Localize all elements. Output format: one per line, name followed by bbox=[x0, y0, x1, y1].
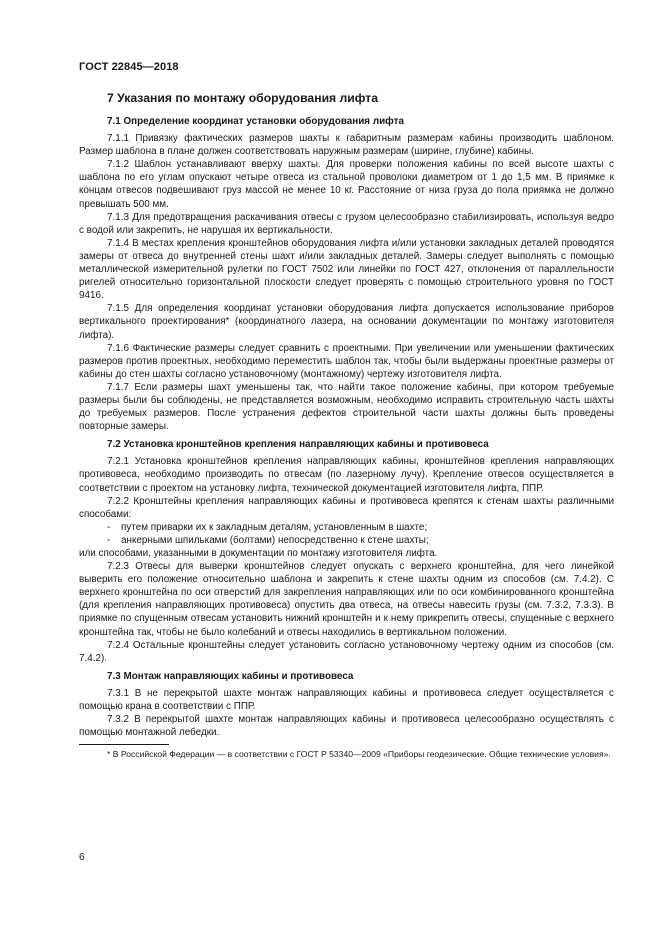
paragraph-7-1-1: 7.1.1 Привязку фактических размеров шахты к габаритным размерам кабины производить шаблоном. Размер шаблона в плане должен соответствовать наружным размерам (ширине, глубине) кабины. bbox=[79, 133, 614, 158]
document-header: ГОСТ 22845—2018 bbox=[79, 61, 179, 73]
paragraph-7-1-7: 7.1.7 Если размеры шахт уменьшены так, что найти такое положение кабины, при котором требуемые размеры были бы соблюдены, не представляется возможным, необходимо исправить строительную часть шахты до требуемых размеров. После устранения дефектов строительной части шахты должны быть проведены повторные замеры. bbox=[79, 381, 614, 433]
list-item: - путем приварки их к закладным деталям, установленным в шахте; bbox=[107, 521, 428, 533]
subsection-title-7-2: 7.2 Установка кронштейнов крепления направляющих кабины и противовеса bbox=[107, 439, 489, 451]
paragraph-7-2-4: 7.2.4 Остальные кронштейны следует установить согласно установочному чертежу одним из способов (см. 7.4.2). bbox=[79, 639, 614, 664]
paragraph-7-2-1: 7.2.1 Установка кронштейнов крепления направляющих кабины, кронштейнов крепления направляющих противовеса, необходимо производить по отвесам (по лазерному лучу). Крепление отвесов осуществляется в соответствии с проектом на установку лифта, технической документацией изготовителя лифта, ППР. bbox=[79, 456, 614, 494]
page-number: 6 bbox=[79, 852, 85, 863]
subsection-title-7-1: 7.1 Определение координат установки оборудования лифта bbox=[107, 116, 405, 127]
paragraph-7-2-2: 7.2.2 Кронштейны крепления направляющих кабины и противовеса крепятся к стенам шахты различными способами: bbox=[79, 495, 614, 520]
paragraph-7-3-1: 7.3.1 В не перекрытой шахте монтаж направляющих кабины и противовеса следует осуществляется с помощью крана в соответствии с ППР. bbox=[79, 687, 614, 713]
paragraph-7-1-2: 7.1.2 Шаблон устанавливают вверху шахты. Для проверки положения кабины по всей высоте шахты с шаблона по его углам опускают четыре отвеса из стальной проволоки диаметром от 1 до 1,5 мм. В приямке к концам отвесов подвешивают груз массой не менее 10 кг. Расстояние от низа груза до пола приямка не должно превышать 500 мм. bbox=[79, 159, 614, 210]
paragraph-7-2-3: 7.2.3 Отвесы для выверки кронштейнов следует опускать с верхнего кронштейна, для чего линейкой выверить его положение относительно шаблона и закрепить к стене шахты одним из способов (см. 7.4.2). С верхнего кронштейна по оси отверстий для закрепления направляющих или по оси комбинированного кронштейна (для крепления направляющих противовеса) опустить два отвеса, на отвесы навесить грузы (см. 7.3.2, 7.3.3). В приямке по спущенным отвесам установить нижний кронштейн и к нему прикрепить отвесы, спущенные с верхнего кронштейна так, чтобы не было колебаний и отвесы находились в вертикальном положении. bbox=[79, 561, 614, 638]
footnote-divider bbox=[79, 744, 169, 745]
subsection-title-7-3: 7.3 Монтаж направляющих кабины и противовеса bbox=[107, 670, 354, 682]
list-item: - анкерными шпильками (болтами) непосредственно к стене шахты; bbox=[107, 534, 429, 546]
paragraph-7-1-5: 7.1.5 Для определения координат установки оборудования лифта допускается использование приборов вертикального проектирования* (координатного лазера, на основании документации по монтажу изготовителя лифта). bbox=[79, 303, 614, 341]
list-item-text: путем приварки их к закладным деталям, установленным в шахте; bbox=[121, 521, 428, 533]
paragraph-7-1-3: 7.1.3 Для предотвращения раскачивания отвесы с грузом целесообразно стабилизировать, используя ведро с водой или закрепить, не нарушая их вертикальности. bbox=[79, 211, 614, 236]
footnote: * В Российской Федерации — в соответствии с ГОСТ Р 53340—2009 «Приборы геодезические. Общие технические условия». bbox=[107, 749, 611, 760]
list-item-text: анкерными шпильками (болтами) непосредственно к стене шахты; bbox=[121, 534, 429, 546]
paragraph-7-1-6: 7.1.6 Фактические размеры следует сравнить с проектными. При увеличении или уменьшении фактических размеров против проектных, необходимо переместить шаблон так, чтобы были выдержаны проектные размеры от кабины до стен шахты согласно установочному (монтажному) чертежу изготовителя лифта. bbox=[79, 342, 614, 380]
document-body bbox=[79, 90, 614, 761]
paragraph-7-1-4: 7.1.4 В местах крепления кронштейнов оборудования лифта и/или установки закладных деталей проводятся замеры от отвеса до внутренней стены шахт и/или закладных деталей. Замеры следует выполнять с помощью металлической измерительной рулетки по ГОСТ 7502 или линейки по ГОСТ 427, отклонения от параллельности ригелей относительно горизонтальной плоскости следует проверять с помощью строительного уровня по ГОСТ 9416. bbox=[79, 237, 614, 302]
paragraph-7-3-2: 7.3.2 В перекрытой шахте монтаж направляющих кабины и противовеса целесообразно осуществлять с помощью монтажной лебедки. bbox=[79, 714, 614, 739]
section-title: 7 Указания по монтажу оборудования лифта bbox=[107, 91, 379, 105]
paragraph-7-2-2-tail: или способами, указанными в документации по монтажу изготовителя лифта. bbox=[79, 548, 438, 559]
